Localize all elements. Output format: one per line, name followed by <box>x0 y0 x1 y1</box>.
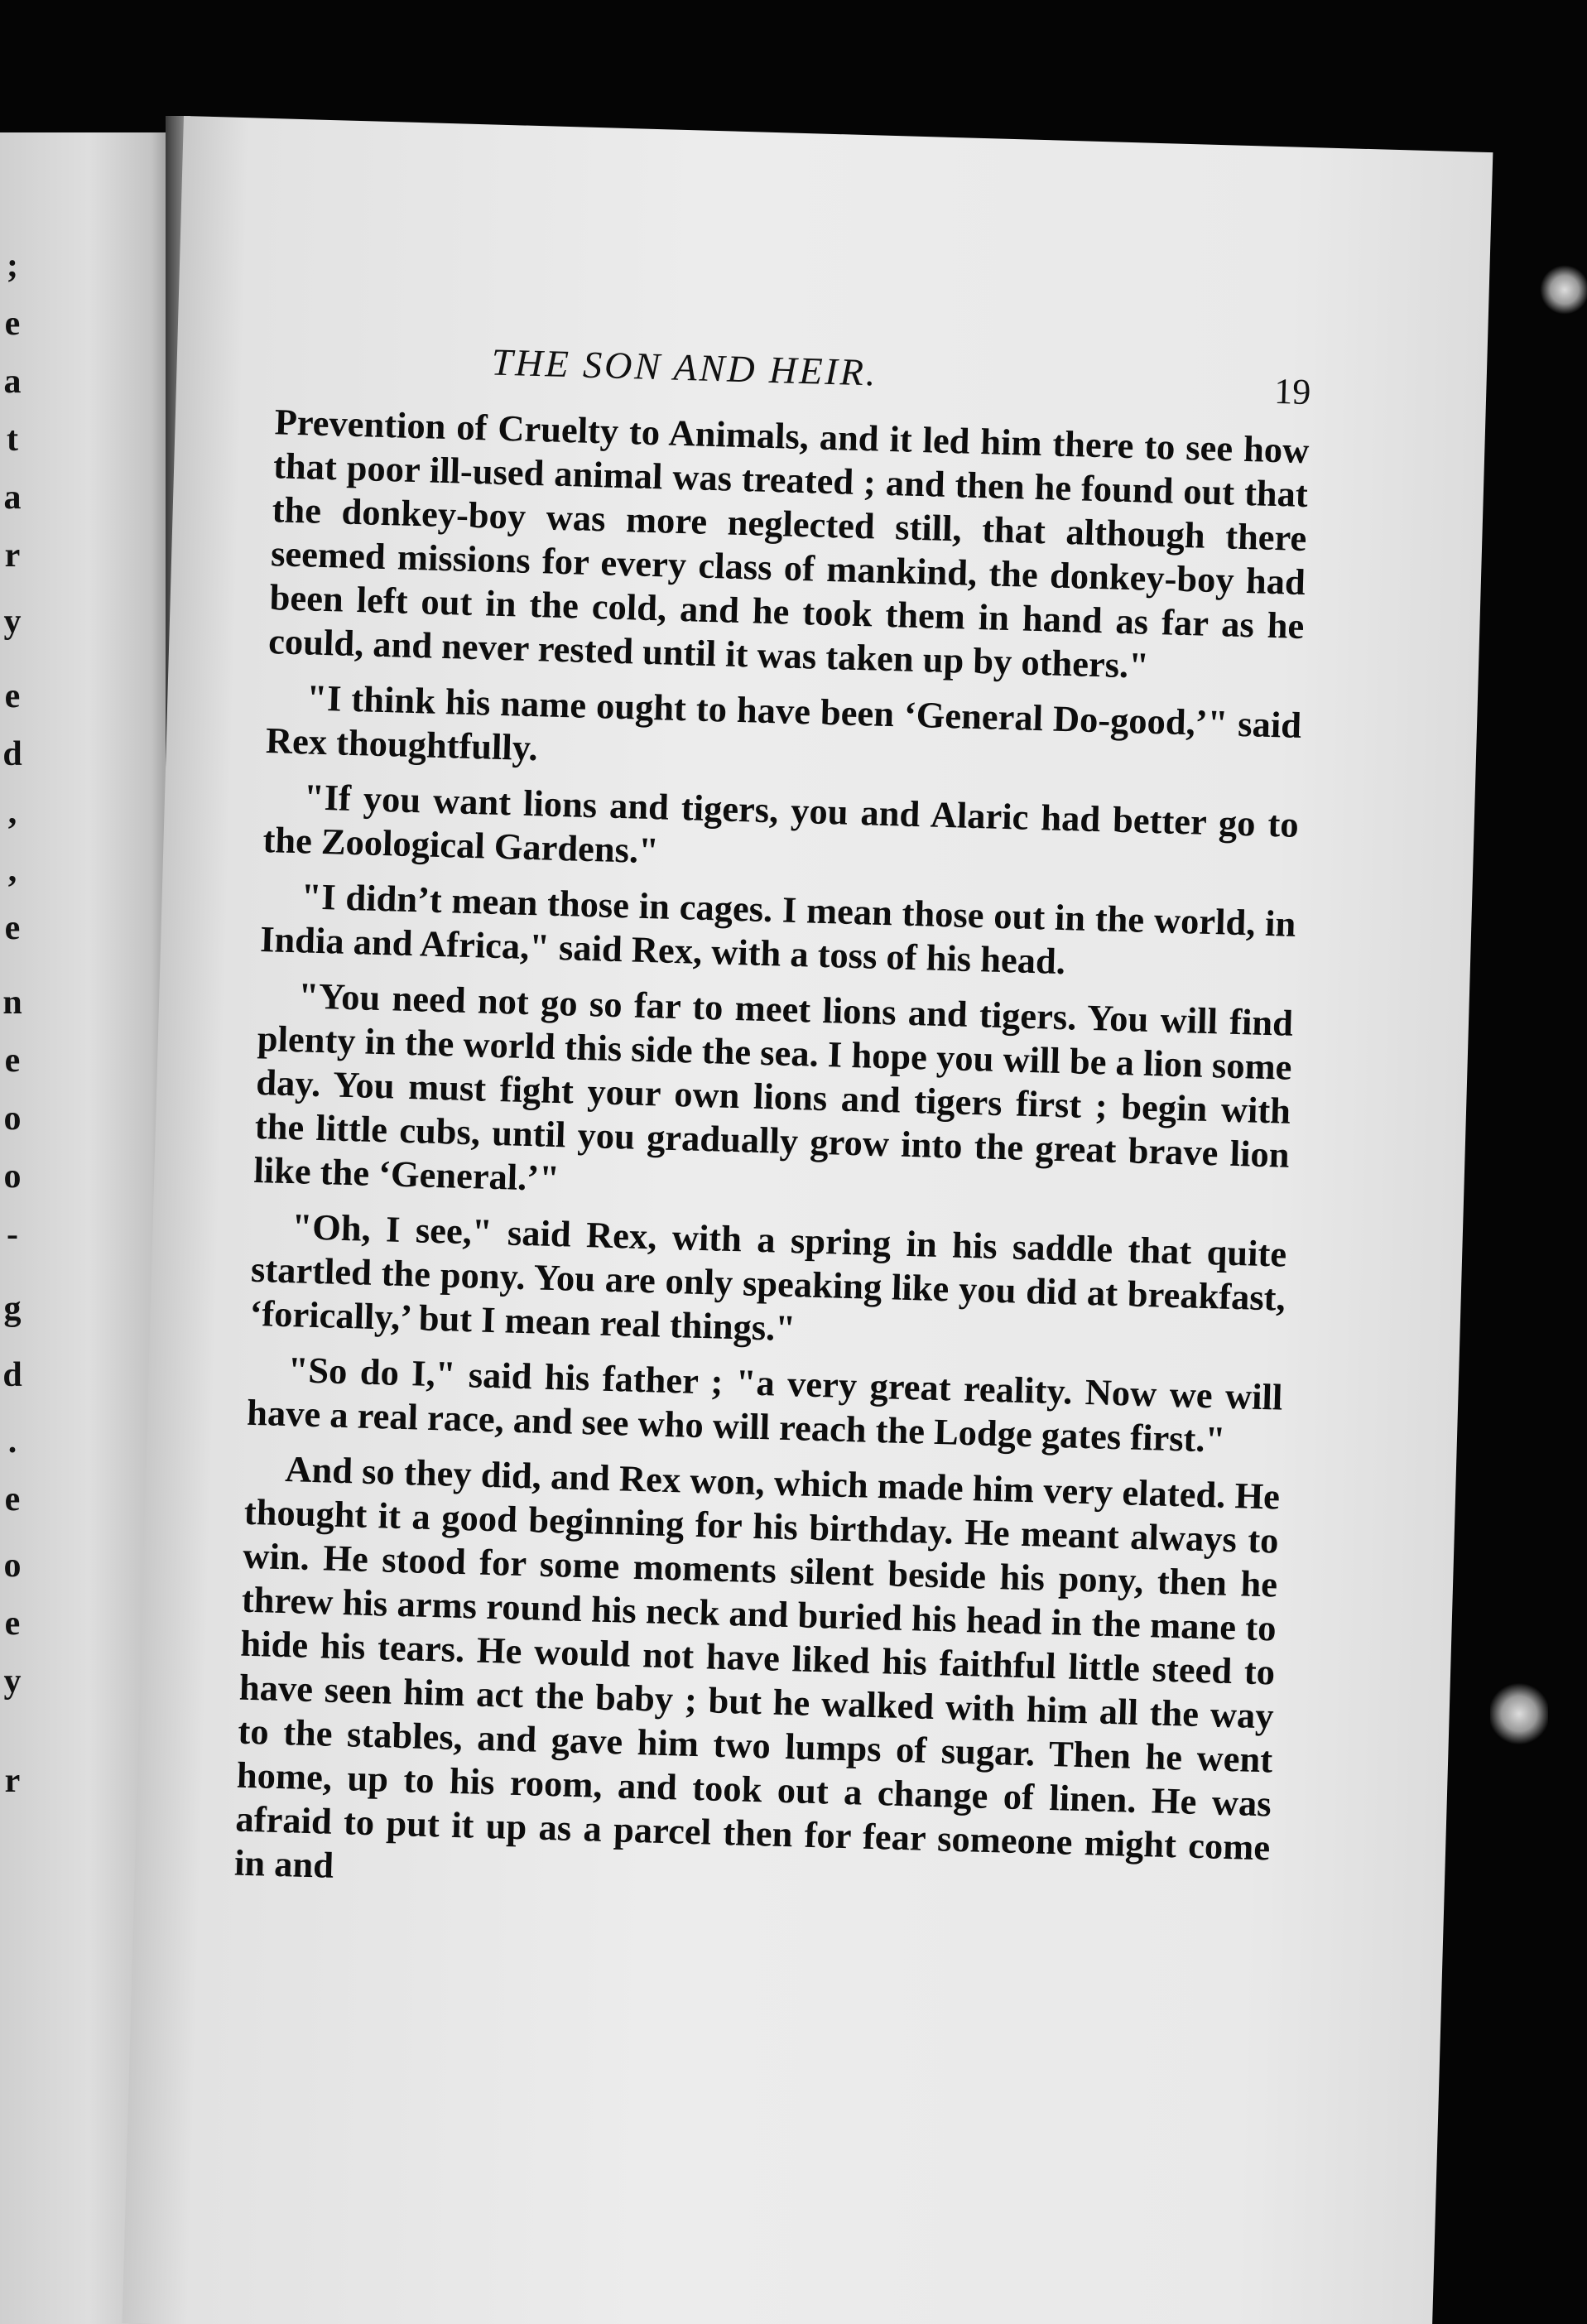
paragraph: "You need not go so far to meet lions and tigers. You will find plenty in the world this side the sea. I hope you will be a lion some day. You must fight your own lions and tigers first ; begin with the little cubs, until you gradually grow into the great brave lion like the ‘General.’" <box>252 974 1294 1200</box>
left-margin-letter: - <box>7 1215 18 1253</box>
page-content <box>233 334 1311 1925</box>
paragraph: "So do I," said his father ; "a very great reality. Now we will have a real race, and see who will reach the Lodge gates first." <box>246 1349 1284 1460</box>
left-margin-letter: e <box>4 909 21 947</box>
left-margin-letter: , <box>7 851 17 889</box>
left-margin-letter: e <box>4 1480 21 1518</box>
left-margin-letter: e <box>4 677 21 715</box>
paragraph: And so they did, and Rex won, which made him very elated. He thought it a good beginning for his birthday. He meant always to win. He stood for some moments silent beside his pony, then he threw his arms round his neck and buried his head in the mane to hide his tears. He would not have liked his faithful little steed to have seen him act the baby ; but he walked with him all the way to the stables, and gave him two lumps of sugar. Then he went home, up to his room, and took out a change of linen. He was afraid to put it up as a parcel then for fear someone might come in and <box>233 1448 1281 1886</box>
paragraph: "I think his name ought to have been ‘General Do-good,’" said Rex thoughtfully. <box>265 676 1302 769</box>
left-margin-letter: o <box>3 1099 22 1138</box>
paragraph: "I didn’t mean those in cages. I mean those out in the world, in India and Africa," said Rex, with a toss of his head. <box>259 875 1296 983</box>
left-margin-letter: . <box>7 1422 17 1460</box>
running-title: THE SON AND HEIR. <box>491 340 879 394</box>
paragraph: "If you want lions and tigers, you and Alaric had better go to the Zoological Gardens." <box>262 776 1300 872</box>
page-number: 19 <box>1273 370 1311 413</box>
left-margin-letter: e <box>4 305 21 343</box>
left-margin-letter: n <box>2 984 22 1022</box>
left-margin-letter: , <box>7 793 17 831</box>
scan-artifact <box>1540 265 1587 315</box>
left-margin-letter: r <box>4 1762 21 1800</box>
left-margin-letter: g <box>3 1290 22 1328</box>
left-margin-letter: y <box>3 1662 22 1701</box>
paragraph: Prevention of Cruelty to Animals, and it led him there to see how that poor ill-used animal was treated ; and then he found out that the donkey-boy was more neglected still, that although there seemed missions for every class of mankind, the donkey-boy had been left out in the cold, and he took them in hand as far as he could, and never rested until it was taken up by others." <box>267 401 1310 686</box>
left-margin-letter: d <box>2 1356 22 1394</box>
left-margin-letter: t <box>7 421 18 459</box>
right-page <box>123 116 1493 2324</box>
left-margin-letter: a <box>3 479 22 517</box>
left-margin-letter: ; <box>7 247 18 285</box>
paragraph: "Oh, I see," said Rex, with a spring in his saddle that quite startled the pony. You are only speaking like you did at breakfast, ‘forically,’ but I mean real things." <box>248 1205 1287 1350</box>
scan-artifact <box>1490 1681 1548 1747</box>
left-margin-letter: e <box>4 1605 21 1643</box>
left-margin-letter: a <box>3 363 22 401</box>
left-margin-letter: y <box>3 603 22 641</box>
left-margin-letter: e <box>4 1042 21 1080</box>
left-margin-letter: d <box>2 735 22 773</box>
left-margin-letter: o <box>3 1547 22 1585</box>
left-margin-letter: r <box>4 536 21 575</box>
left-margin-letter: o <box>3 1157 22 1196</box>
